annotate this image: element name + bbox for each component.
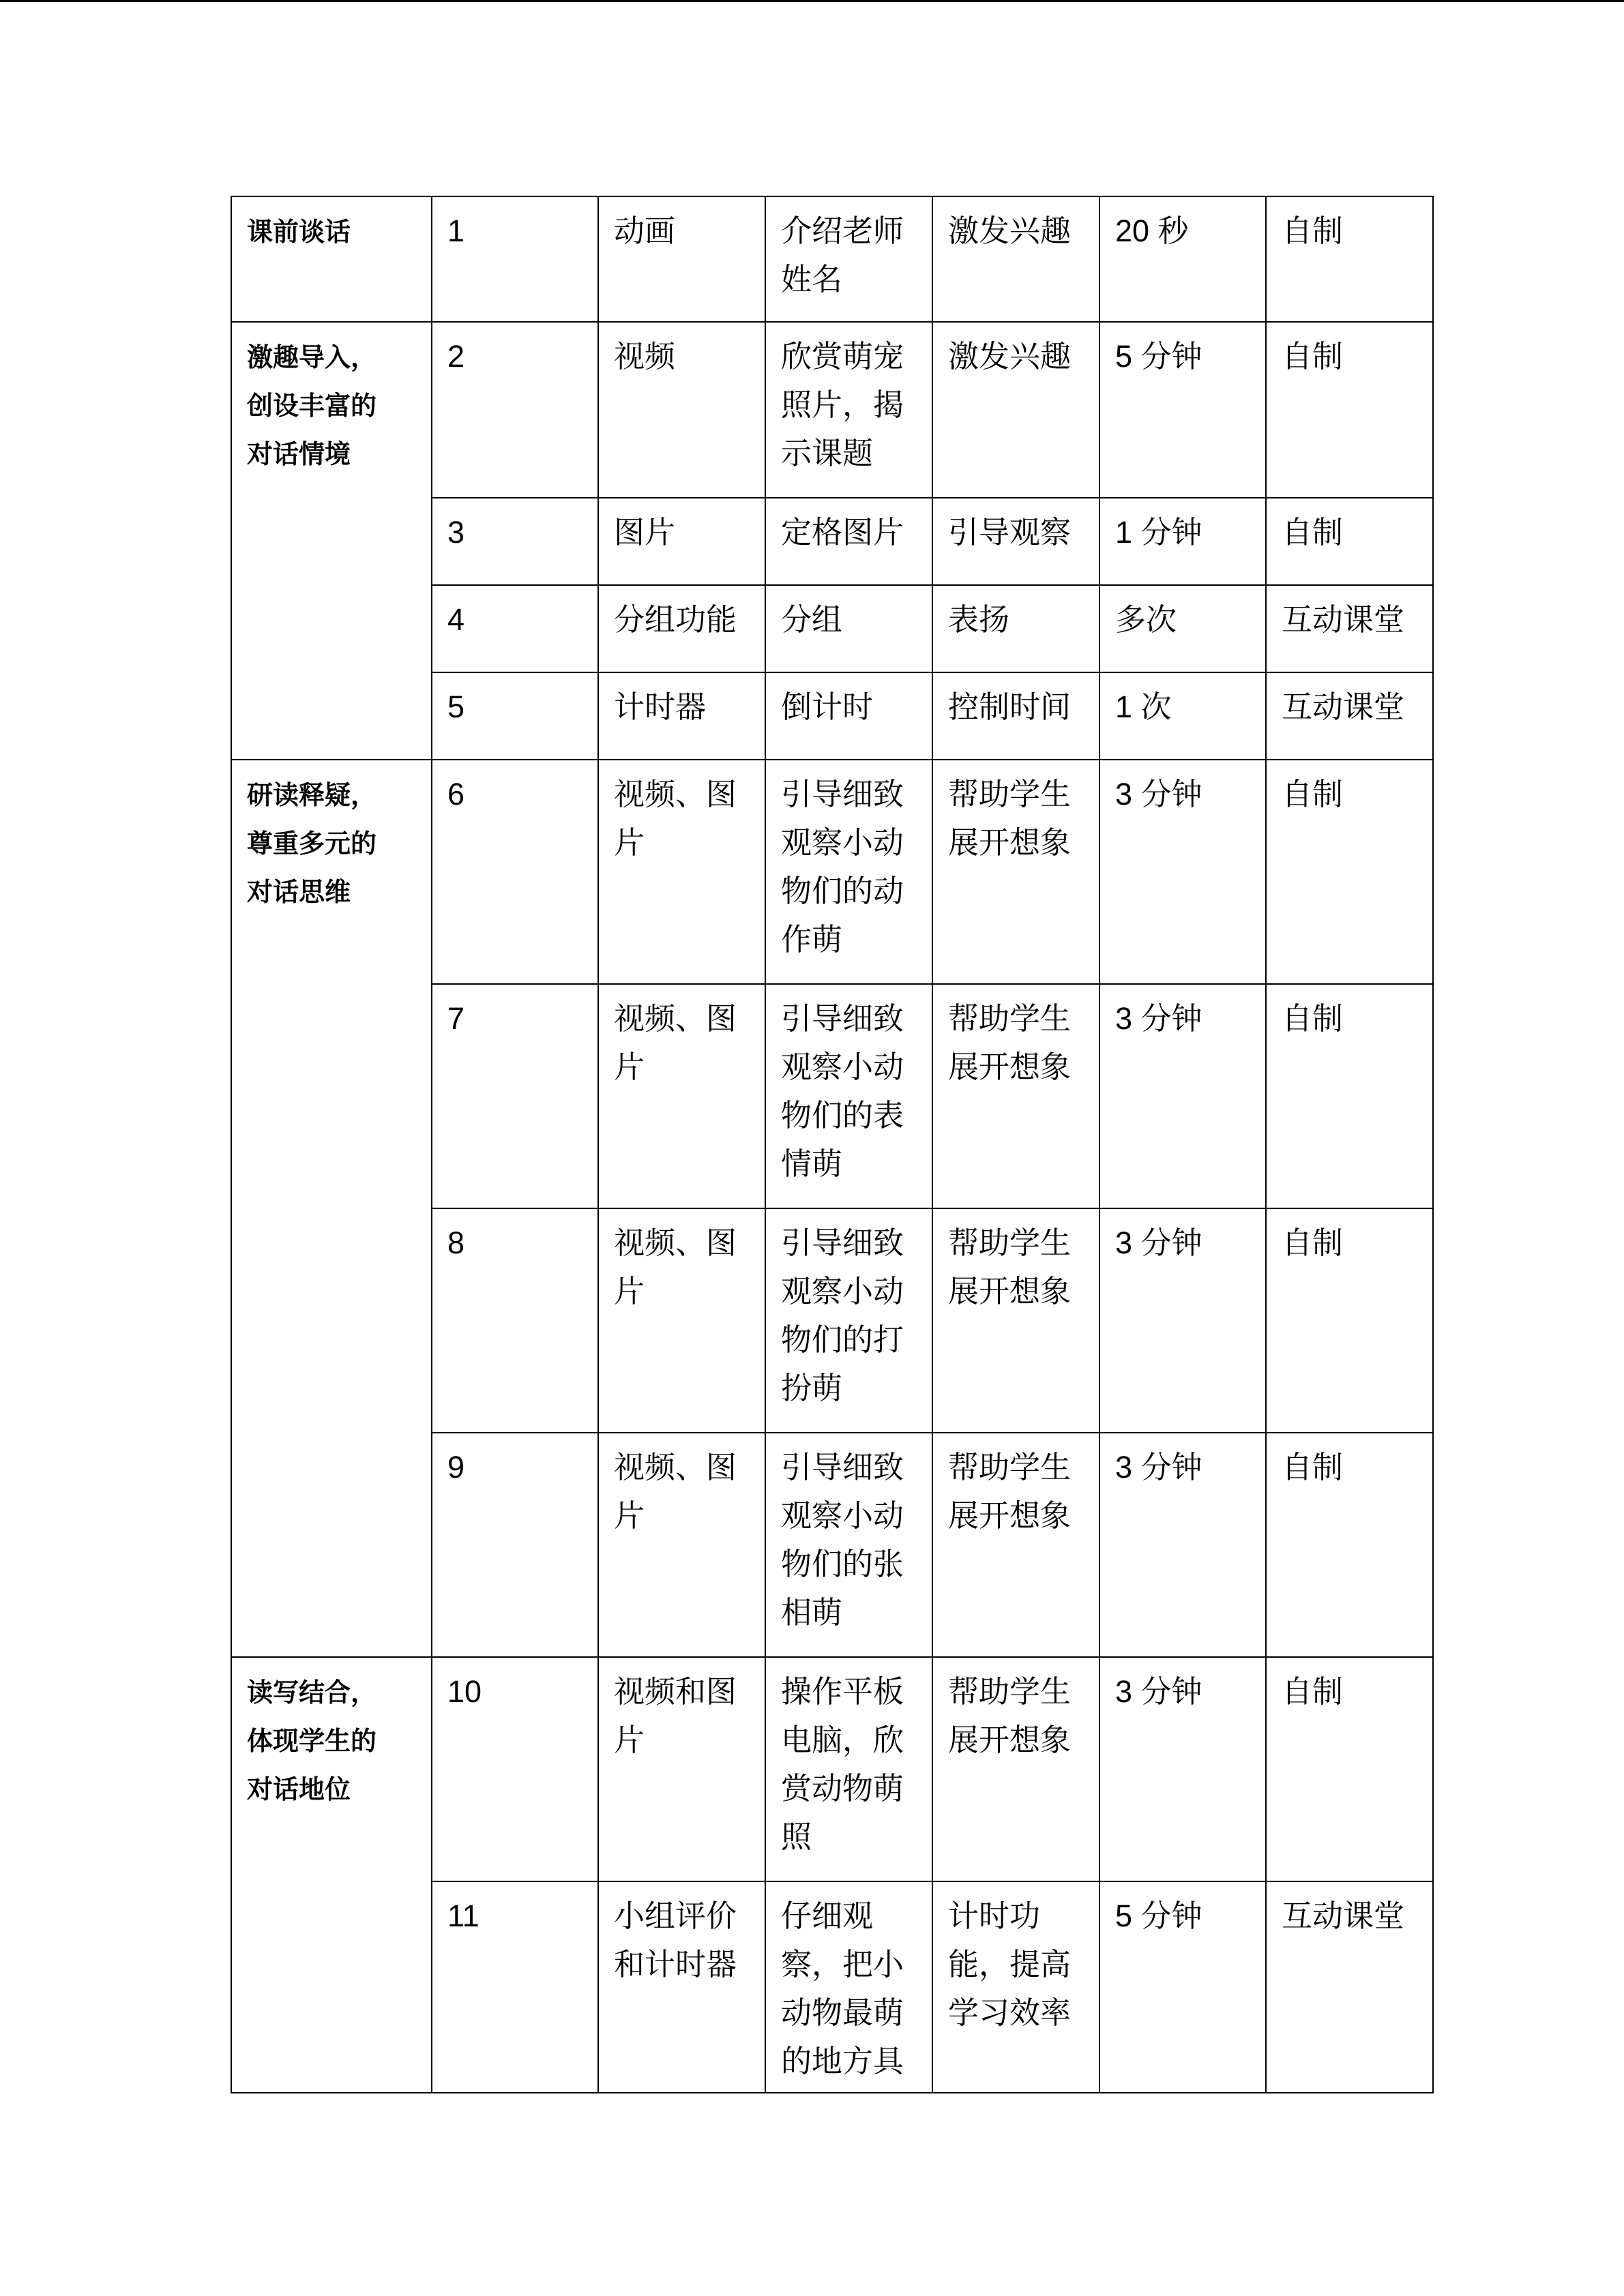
cell-time: 20 秒: [1099, 196, 1266, 322]
cell-purpose: 帮助学生展开想象: [932, 760, 1099, 984]
cell-medium: 视频和图片: [598, 1657, 765, 1881]
cell-source: 自制: [1266, 1433, 1433, 1657]
cell-purpose: 帮助学生展开想象: [932, 1657, 1099, 1881]
cell-medium: 视频、图片: [598, 1433, 765, 1657]
stage-label: 体现学生的: [247, 1726, 377, 1756]
stage-label: 创设丰富的: [247, 391, 377, 421]
cell-time: 1 次: [1099, 672, 1266, 760]
cell-time: 5 分钟: [1099, 322, 1266, 498]
cell-number: 8: [432, 1208, 598, 1433]
table-row: [231, 322, 1433, 498]
stage-label: 尊重多元的: [247, 829, 377, 859]
cell-medium: 视频、图片: [598, 760, 765, 984]
cell-medium: 视频、图片: [598, 984, 765, 1208]
cell-medium: 视频、图片: [598, 1208, 765, 1433]
cell-number: 2: [432, 322, 598, 498]
cell-content: 介绍老师姓名: [765, 196, 932, 322]
cell-source: 自制: [1266, 984, 1433, 1208]
cell-source: 互动课堂: [1266, 1881, 1433, 2093]
cell-source: 自制: [1266, 498, 1433, 585]
cell-time: 3 分钟: [1099, 1657, 1266, 1881]
cell-number: 4: [432, 585, 598, 672]
cell-content: 分组: [765, 585, 932, 672]
stage-label: 对话地位: [247, 1774, 351, 1804]
cell-number: 6: [432, 760, 598, 984]
cell-medium: 小组评价和计时器: [598, 1881, 765, 2093]
cell-source: 互动课堂: [1266, 585, 1433, 672]
cell-purpose: 激发兴趣: [932, 196, 1099, 322]
cell-purpose: 表扬: [932, 585, 1099, 672]
cell-time: 多次: [1099, 585, 1266, 672]
resource-table: [231, 196, 1434, 2093]
cell-medium: 视频: [598, 322, 765, 498]
table-row: [231, 1657, 1433, 1881]
cell-time: 3 分钟: [1099, 984, 1266, 1208]
stage-label: 课前谈话: [247, 217, 351, 247]
cell-medium: 图片: [598, 498, 765, 585]
cell-source: 自制: [1266, 1657, 1433, 1881]
cell-content: 操作平板电脑，欣赏动物萌照: [765, 1657, 932, 1881]
stage-cell: [231, 322, 432, 760]
cell-number: 1: [432, 196, 598, 322]
cell-number: 9: [432, 1433, 598, 1657]
cell-time: 3 分钟: [1099, 1208, 1266, 1433]
cell-content: 引导细致观察小动物们的动作萌: [765, 760, 932, 984]
cell-source: 自制: [1266, 322, 1433, 498]
cell-medium: 计时器: [598, 672, 765, 760]
cell-content: 引导细致观察小动物们的张相萌: [765, 1433, 932, 1657]
cell-content: 欣赏萌宠照片，揭示课题: [765, 322, 932, 498]
cell-medium: 分组功能: [598, 585, 765, 672]
cell-time: 1 分钟: [1099, 498, 1266, 585]
cell-time: 3 分钟: [1099, 760, 1266, 984]
stage-label: 对话情境: [247, 439, 351, 469]
cell-source: 自制: [1266, 196, 1433, 322]
cell-purpose: 帮助学生展开想象: [932, 984, 1099, 1208]
cell-purpose: 计时功能，提高学习效率: [932, 1881, 1099, 2093]
cell-number: 10: [432, 1657, 598, 1881]
cell-content: 倒计时: [765, 672, 932, 760]
cell-number: 5: [432, 672, 598, 760]
cell-source: 自制: [1266, 1208, 1433, 1433]
cell-number: 3: [432, 498, 598, 585]
page-top-border: [0, 0, 1624, 2]
cell-purpose: 帮助学生展开想象: [932, 1208, 1099, 1433]
cell-time: 3 分钟: [1099, 1433, 1266, 1657]
cell-medium: 动画: [598, 196, 765, 322]
cell-content: 仔细观察，把小动物最萌的地方具: [765, 1881, 932, 2093]
cell-content: 引导细致观察小动物们的表情萌: [765, 984, 932, 1208]
cell-source: 互动课堂: [1266, 672, 1433, 760]
cell-number: 11: [432, 1881, 598, 2093]
stage-cell: [231, 1657, 432, 2093]
cell-number: 7: [432, 984, 598, 1208]
cell-source: 自制: [1266, 760, 1433, 984]
cell-time: 5 分钟: [1099, 1881, 1266, 2093]
cell-content: 定格图片: [765, 498, 932, 585]
stage-label: 读写结合，: [247, 1678, 377, 1708]
stage-cell: [231, 196, 432, 322]
cell-purpose: 引导观察: [932, 498, 1099, 585]
cell-purpose: 控制时间: [932, 672, 1099, 760]
stage-cell: [231, 760, 432, 1657]
stage-label: 研读释疑，: [247, 780, 377, 810]
cell-purpose: 帮助学生展开想象: [932, 1433, 1099, 1657]
cell-content: 引导细致观察小动物们的打扮萌: [765, 1208, 932, 1433]
stage-label: 对话思维: [247, 877, 351, 907]
table-row: [231, 760, 1433, 984]
table-body: [231, 196, 1433, 2093]
cell-purpose: 激发兴趣: [932, 322, 1099, 498]
stage-label: 激趣导入，: [247, 342, 377, 372]
table-row: [231, 196, 1433, 322]
